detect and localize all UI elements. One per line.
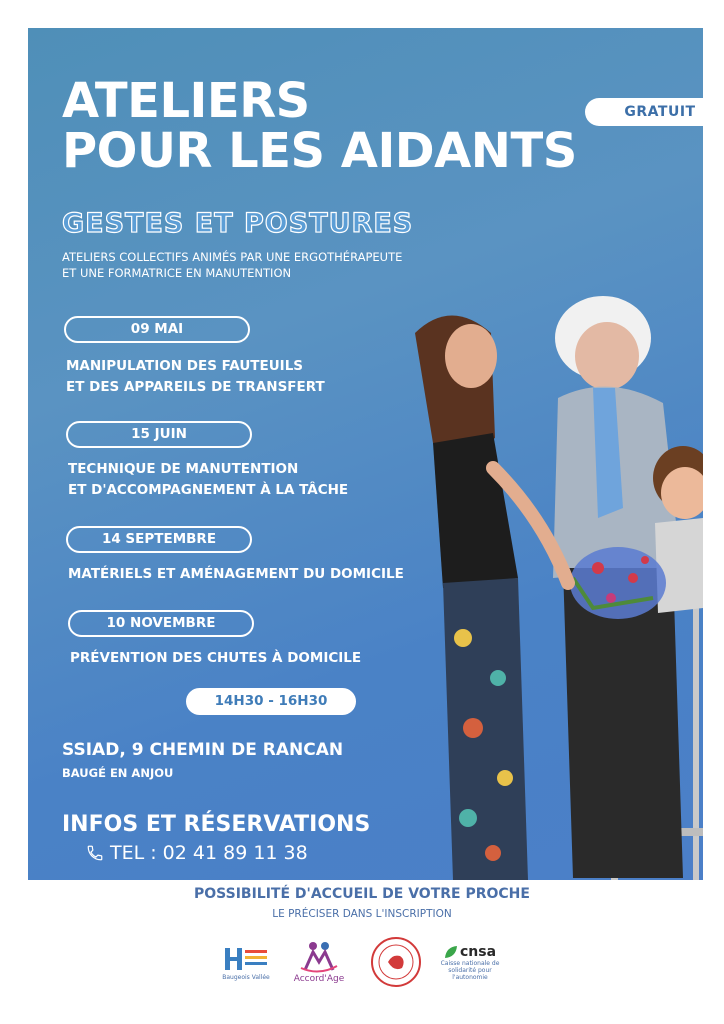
cnsa-leaf-icon <box>444 945 458 959</box>
accordage-logo-name: Accord'Age <box>293 974 345 984</box>
cnsa-logo-name: cnsa <box>459 943 497 960</box>
phone-icon <box>86 844 104 862</box>
free-badge: GRATUIT <box>585 98 703 126</box>
session-topic-2 <box>68 459 348 501</box>
cnsa-caption-line-1: Caisse nationale de <box>440 959 500 967</box>
seal-logo <box>366 934 426 990</box>
accordage-logo <box>284 934 354 990</box>
session-topic-3 <box>68 564 404 585</box>
title-line-2: POUR LES AIDANTS <box>62 123 577 179</box>
footer-line-1: POSSIBILITÉ D'ACCUEIL DE VOTRE PROCHE <box>194 886 530 902</box>
hospital-logo <box>220 934 272 990</box>
session-topic-line-2: ET DES APPAREILS DE TRANSFERT <box>66 379 325 395</box>
hospital-logo-mark <box>223 944 269 974</box>
session-date-2: 15 JUIN <box>66 421 252 448</box>
cnsa-caption-line-2: solidarité pour l'autonomie <box>448 966 492 981</box>
session-topic-line-1: PRÉVENTION DES CHUTES À DOMICILE <box>70 650 362 666</box>
phone-line <box>86 842 308 864</box>
cnsa-logo <box>438 934 502 990</box>
session-topic-line-1: MATÉRIELS ET AMÉNAGEMENT DU DOMICILE <box>68 566 404 582</box>
session-date-4: 10 NOVEMBRE <box>68 610 254 637</box>
partner-logos <box>0 934 724 994</box>
poster-title <box>62 73 577 179</box>
session-topic-line-1: TECHNIQUE DE MANUTENTION <box>68 461 299 477</box>
poster <box>28 28 703 880</box>
hospital-logo-caption: Baugeois Vallée <box>222 973 270 981</box>
caregivers-photo <box>393 278 703 880</box>
poster-description <box>62 249 402 281</box>
poster-subtitle: GESTES ET POSTURES <box>62 208 414 239</box>
session-topic-line-2: ET D'ACCOMPAGNEMENT À LA TÂCHE <box>68 482 349 498</box>
footer-line-2: LE PRÉCISER DANS L'INSCRIPTION <box>272 908 452 920</box>
session-topic-4 <box>70 648 361 669</box>
cnsa-logo-mark <box>444 944 496 960</box>
title-line-1: ATELIERS <box>62 73 310 129</box>
seal-logo-mark <box>370 936 422 988</box>
description-line-1: ATELIERS COLLECTIFS ANIMÉS PAR UNE ERGOTHÉRAPEUTE <box>62 250 403 264</box>
phone-number: TEL : 02 41 89 11 38 <box>110 842 308 864</box>
infos-heading: INFOS ET RÉSERVATIONS <box>62 812 371 837</box>
description-line-2: ET UNE FORMATRICE EN MANUTENTION <box>62 266 292 280</box>
session-date-3: 14 SEPTEMBRE <box>66 526 252 553</box>
hours-badge: 14H30 - 16H30 <box>186 688 356 715</box>
address-line-1: SSIAD, 9 CHEMIN DE RANCAN <box>62 740 344 760</box>
session-date-1: 09 MAI <box>64 316 250 343</box>
session-topic-1 <box>66 356 325 398</box>
address-line-2: BAUGÉ EN ANJOU <box>62 766 174 780</box>
session-topic-line-1: MANIPULATION DES FAUTEUILS <box>66 358 304 374</box>
accordage-logo-mark <box>295 940 343 974</box>
